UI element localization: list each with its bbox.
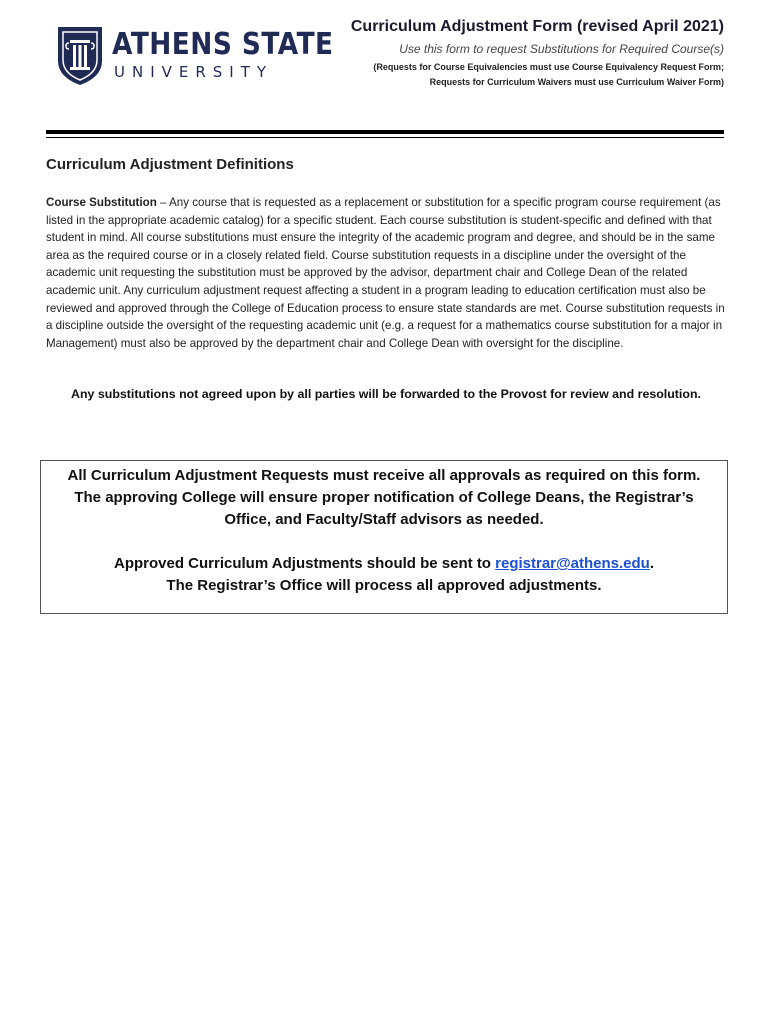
form-note-line-1: (Requests for Course Equivalencies must use Course Equivalency Request Form; — [373, 62, 724, 72]
definitions-paragraph — [46, 194, 726, 352]
notice-line-2: The approving College will ensure proper notification of College Deans, the Registrar’s — [74, 489, 694, 506]
registrar-email-link[interactable]: registrar@athens.edu — [495, 555, 650, 572]
notice-line-4 — [41, 553, 727, 575]
definition-term: Course Substitution — [46, 196, 157, 209]
logo-name: ATHENS STATE — [112, 27, 334, 62]
escalation-statement: Any substitutions not agreed upon by all parties will be forwarded to the Provost for review and resolution. — [71, 387, 701, 401]
form-note-line-2: Requests for Curriculum Waivers must use Curriculum Waiver Form) — [429, 77, 724, 87]
definitions-heading: Curriculum Adjustment Definitions — [46, 156, 294, 173]
university-logo — [56, 25, 334, 87]
definition-text: – Any course that is requested as a replacement or substitution for a specific program course requirement (as listed in the appropriate academic catalog) for a specific student. Each course substitution is student-specific and defined with that student in mind. All course substitutions must ensure the integrity of the academic program and degree, and should be in the same area as the required course or in a closely related field. Course substitution requests in a discipline under the oversight of the academic unit requesting the substitution must be approved by the advisor, department chair and College Dean of the related academic unit. Any curriculum adjustment request affecting a student in a program leading to education certification must also be reviewed and approved through the College of Education process to ensure state standards are met. Course substitution requests in a discipline outside the oversight of the requesting academic unit (e.g. a request for a mathematics course substitution for a major in Management) must also be approved by the department chair and College Dean with oversight for the discipline. — [46, 196, 725, 350]
notice-line-4-suffix: . — [649, 555, 654, 572]
approval-notice-box — [40, 460, 728, 614]
notice-line-3: Office, and Faculty/Staff advisors as needed. — [224, 511, 544, 528]
form-note — [324, 60, 724, 90]
notice-spacer — [41, 531, 727, 553]
form-subtitle: Use this form to request Substitutions for Required Course(s) — [399, 42, 724, 56]
notice-line-4-prefix: Approved Curriculum Adjustments should be sent to — [114, 555, 496, 572]
logo-subname: UNIVERSITY — [114, 63, 274, 81]
notice-line-5: The Registrar’s Office will process all approved adjustments. — [166, 577, 602, 594]
shield-logo-icon — [56, 25, 104, 87]
header-divider-thin — [46, 137, 724, 138]
form-header — [324, 18, 724, 90]
notice-line-1: All Curriculum Adjustment Requests must receive all approvals as required on this form. — [67, 467, 701, 484]
form-title: Curriculum Adjustment Form (revised April 2021) — [350, 18, 724, 35]
header-divider-thick — [46, 130, 724, 134]
